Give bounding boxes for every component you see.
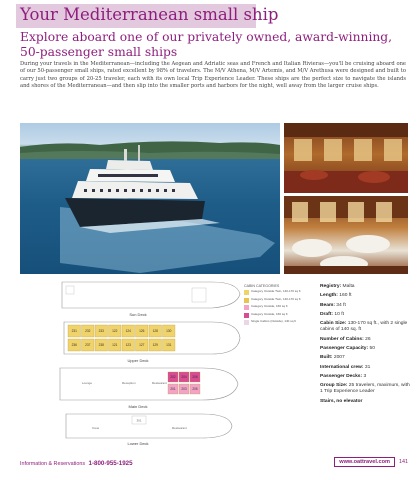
spec-label: Registry:: [320, 284, 342, 289]
cabin-number: 123: [125, 343, 131, 348]
spec-item: [320, 321, 412, 333]
ship-photo: [20, 123, 280, 274]
legend-swatch: [244, 313, 249, 318]
main-deck-lounge: Lounge: [82, 381, 93, 385]
legend-item: [244, 290, 306, 295]
cabin-number: 131: [166, 343, 172, 348]
page-number: 141: [399, 459, 408, 465]
spec-value: 160 ft: [337, 293, 352, 299]
cabin-number: 233: [98, 329, 104, 334]
spec-item: [320, 293, 412, 299]
page-title: Your Mediterranean small ship: [20, 5, 279, 24]
spec-item: [320, 346, 412, 352]
spec-item: [320, 383, 412, 395]
spec-item: [320, 399, 412, 405]
spec-value: 2007: [332, 355, 345, 361]
spec-item: [320, 303, 412, 309]
footer-info: [20, 460, 133, 467]
intro-paragraph: During your travels in the Mediterranean—including the Aegean and Adriatic seas and French and Italian Rivieras—you'll be cruising aboard one of our 50-passenger small ships, rated excellent by 98% of travelers. The M/V Athena, M/V Artemis, and M/V Arethusa were designed and built to carry just two groups of 20-25 traveler, each with its own local Trip Experience Leader. These ships are the perfect size to navigate the islands and shores of the Mediterranean—and then slip into the smaller ports and harbors for the night, well away from the larger cruise ships.: [20, 61, 406, 90]
lower-deck-center: 301: [136, 418, 142, 423]
cabin-number: 124: [125, 329, 131, 334]
legend-label: Category Outside Twin, 140-170 sq ft: [251, 289, 301, 293]
cabin-number: 202: [170, 375, 176, 380]
spec-label: Stairs, no elevator: [320, 398, 363, 404]
legend-title: CABIN CATEGORIES: [244, 284, 280, 288]
footer-right: [334, 457, 408, 467]
upper-deck-label: Upper Deck: [127, 358, 149, 363]
spec-item: [320, 374, 412, 380]
sun-deck-label: Sun Deck: [129, 312, 147, 317]
spec-item: [320, 312, 412, 318]
lounge-illustration: [284, 123, 408, 193]
cabin-legend: [244, 284, 306, 328]
cabin-number: 232: [85, 329, 91, 334]
legend-label: Single Cabins (Outside), 140 sq ft: [251, 319, 296, 323]
footer-phone[interactable]: 1-800-955-1925: [88, 460, 133, 467]
cabin-number: 126: [139, 329, 145, 334]
cabin-number: 237: [85, 343, 91, 348]
spec-label: Group Size:: [320, 383, 348, 389]
legend-label: Category Outside, 160 sq ft: [251, 311, 288, 316]
spec-item: [320, 365, 412, 371]
cabin-number: 122: [112, 329, 118, 334]
page-subtitle: Explore aboard one of our privately owned, award-winning, 50-passenger small ships: [20, 30, 393, 59]
cabin-number: 203: [181, 387, 187, 392]
spec-label: Passenger Decks:: [320, 373, 363, 379]
cabin-number: 129: [152, 343, 158, 348]
cabin-number: 236: [71, 343, 77, 348]
spec-label: Length:: [320, 293, 338, 299]
legend-swatch: [244, 320, 249, 325]
legend-label: Category Outside Twin, 140-170 sq ft: [251, 296, 301, 301]
legend-item: [244, 320, 306, 325]
cabin-number: 201: [170, 387, 176, 392]
main-deck-label: Main Deck: [128, 404, 148, 409]
spec-label: International crew:: [320, 364, 364, 370]
footer-info-label: Information & Reservations: [20, 461, 86, 467]
spec-value: 25 travelers, maximum, with 1 Trip Experience Leader: [320, 383, 410, 395]
spec-value: 10 ft: [333, 311, 344, 317]
ship-specs: [320, 284, 412, 408]
dining-illustration: [284, 196, 408, 274]
lower-deck-right-room: Restaurant: [172, 426, 187, 430]
legend-swatch: [244, 290, 249, 295]
spec-label: Built:: [320, 355, 333, 361]
cabin-number: 127: [139, 343, 145, 348]
cabin-number: 128: [152, 329, 158, 334]
legend-swatch: [244, 305, 249, 310]
main-deck-reception: Reception: [122, 381, 136, 385]
ship-illustration: [20, 123, 280, 274]
cabin-number: 206: [192, 375, 198, 380]
legend-item: [244, 298, 306, 303]
cabin-number: 238: [98, 343, 104, 348]
legend-item: [244, 313, 306, 318]
cabin-number: 130: [166, 329, 172, 334]
footer-url[interactable]: www.oattravel.com: [334, 457, 395, 467]
spec-item: [320, 337, 412, 343]
legend-swatch: [244, 298, 249, 303]
spec-value: 26: [363, 336, 371, 342]
cabin-number: 121: [112, 343, 118, 348]
spec-label: Cabin Size:: [320, 321, 347, 327]
spec-label: Number of Cabins:: [320, 336, 364, 342]
spec-label: Draft:: [320, 311, 334, 317]
legend-label: Category Outside, 160 sq ft: [251, 304, 288, 308]
cabin-number: 204: [181, 375, 187, 380]
main-deck-restaurant: Restaurant: [152, 381, 167, 385]
cabin-number: 231: [71, 329, 77, 334]
lounge-photo: [284, 123, 408, 193]
lower-deck-left-room: Crew: [92, 426, 100, 430]
spec-value: 34 ft: [334, 302, 346, 308]
spec-value: 50: [368, 345, 375, 351]
lower-deck-label: Lower Deck: [127, 441, 149, 446]
deck-plan: [52, 280, 242, 448]
spec-value: 3: [362, 373, 367, 379]
spec-label: Passenger Capacity:: [320, 345, 369, 351]
legend-item: [244, 305, 306, 310]
dining-room-photo: [284, 196, 408, 274]
spec-value: Malta: [341, 284, 355, 289]
spec-value: 31: [363, 364, 371, 370]
cabin-number: 205: [192, 387, 198, 392]
spec-value: 130-170 sq ft., with 2 single cabins of 140 sq. ft: [320, 321, 408, 333]
spec-label: Beam:: [320, 302, 335, 308]
spec-item: [320, 355, 412, 361]
spec-item: [320, 284, 412, 290]
deck-plan-drawing: [52, 280, 242, 448]
